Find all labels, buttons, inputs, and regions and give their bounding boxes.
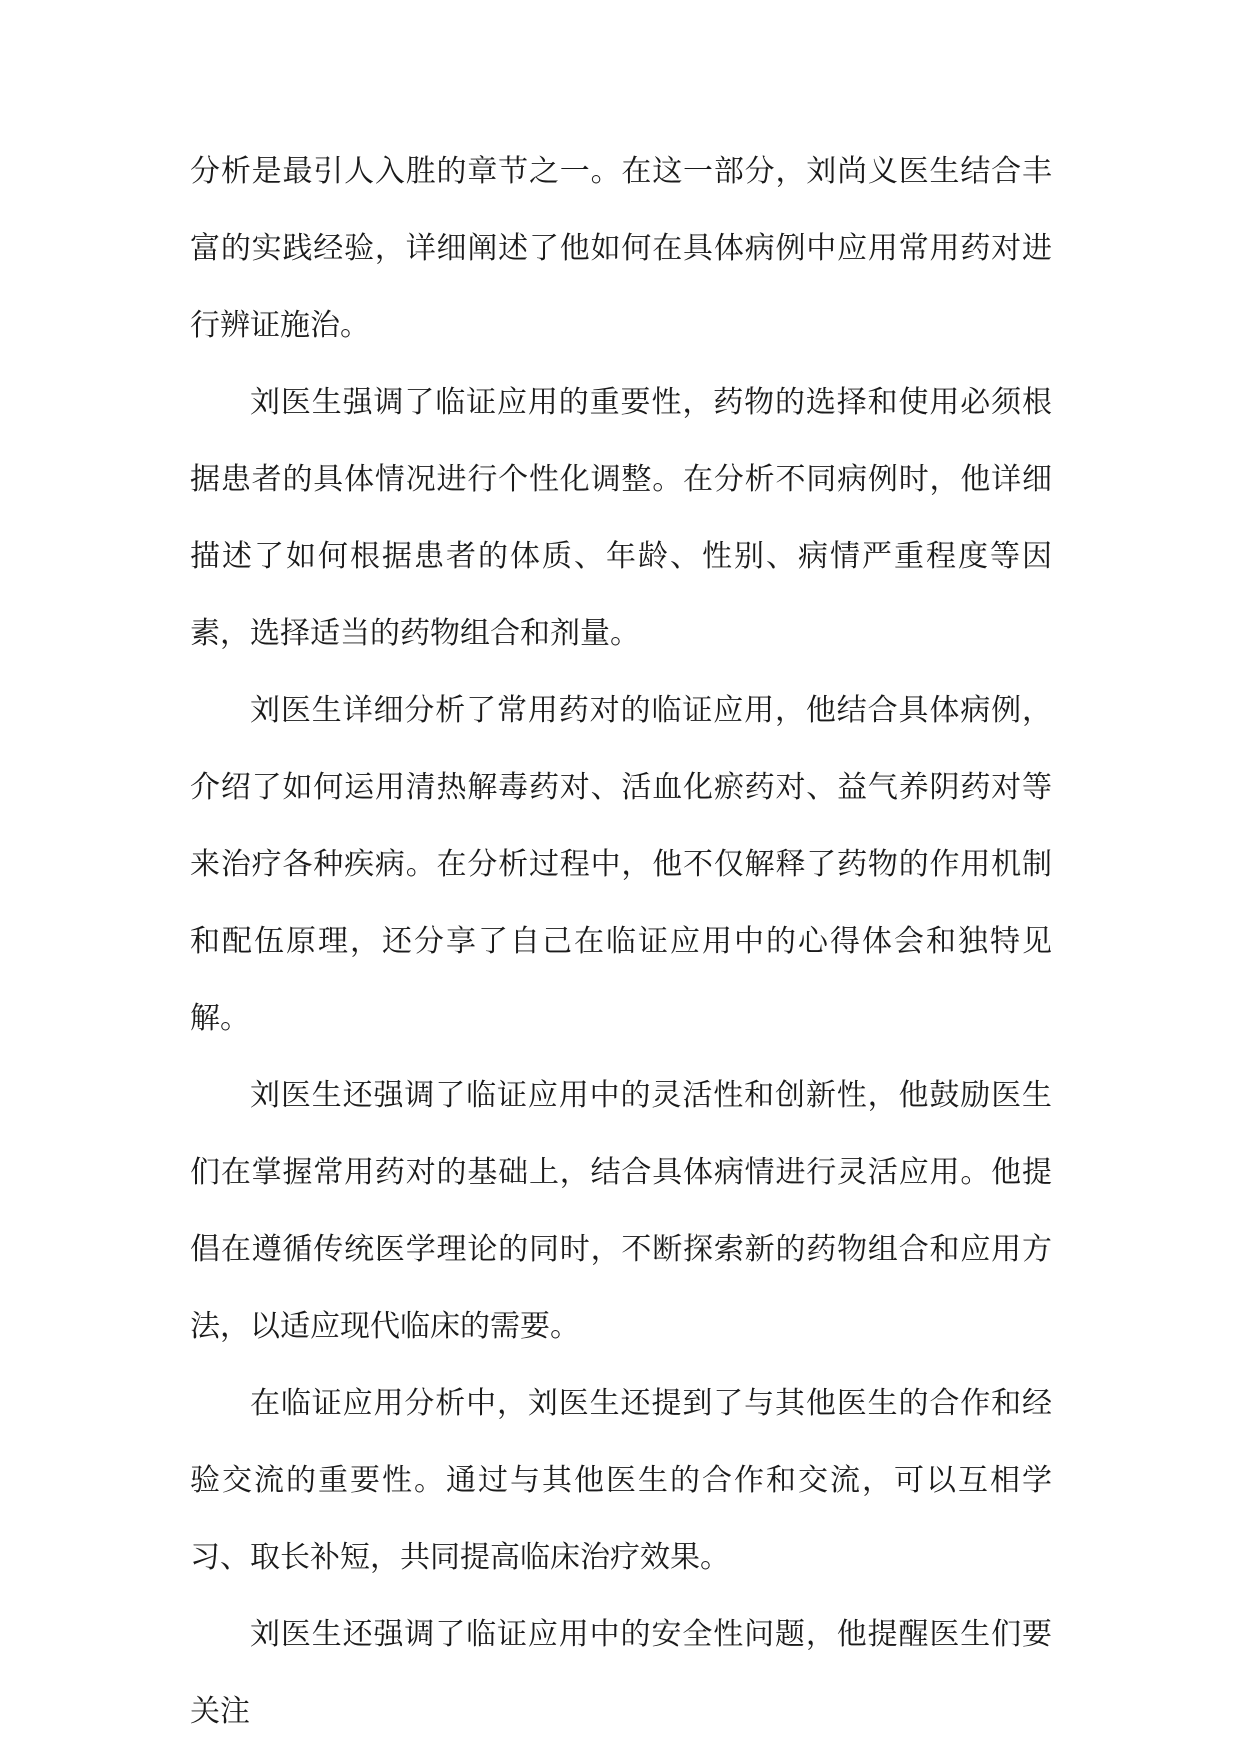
paragraph-1: 分析是最引人入胜的章节之一。在这一部分，刘尚义医生结合丰富的实践经验，详细阐述了他如何在具体病例中应用常用药对进行辨证施治。 (190, 154, 1052, 343)
paragraph-5: 在临证应用分析中，刘医生还提到了与其他医生的合作和经验交流的重要性。通过与其他医生的合作和交流，可以互相学习、取长补短，共同提高临床治疗效果。 (190, 1386, 1052, 1575)
paragraph-3: 刘医生详细分析了常用药对的临证应用，他结合具体病例，介绍了如何运用清热解毒药对、活血化瘀药对、益气养阴药对等来治疗各种疾病。在分析过程中，他不仅解释了药物的作用机制和配伍原理，还分享了自己在临证应用中的心得体会和独特见解。 (190, 693, 1052, 1036)
paragraph-2: 刘医生强调了临证应用的重要性，药物的选择和使用必须根据患者的具体情况进行个性化调整。在分析不同病例时，他详细描述了如何根据患者的体质、年龄、性别、病情严重程度等因素，选择适当的药物组合和剂量。 (190, 385, 1052, 651)
paragraph-4: 刘医生还强调了临证应用中的灵活性和创新性，他鼓励医生们在掌握常用药对的基础上，结合具体病情进行灵活应用。他提倡在遵循传统医学理论的同时，不断探索新的药物组合和应用方法，以适应现代临床的需要。 (190, 1078, 1052, 1344)
paragraph-6: 刘医生还强调了临证应用中的安全性问题，他提醒医生们要关注 (190, 1617, 1052, 1729)
document-page (190, 133, 1052, 1750)
